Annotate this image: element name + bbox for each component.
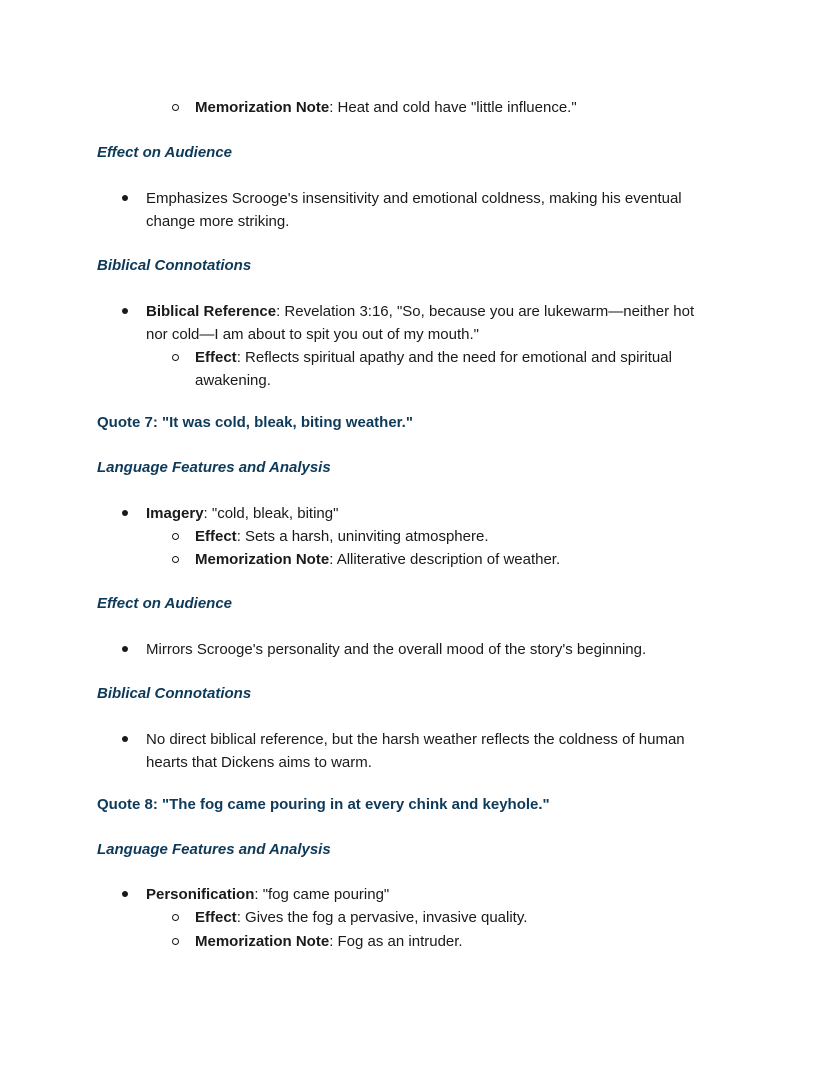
hollow-bullet-icon xyxy=(172,104,179,111)
bullet-icon xyxy=(122,891,128,897)
text: : "fog came pouring" xyxy=(254,886,390,903)
section-heading-biblical-connotations: Biblical Connotations xyxy=(97,257,252,274)
label: Memorization Note xyxy=(195,933,330,950)
quote-8-heading: Quote 8: "The fog came pouring in at every chink and keyhole." xyxy=(97,796,550,813)
bullet-continuation: change more striking. xyxy=(146,213,290,230)
bullet-icon xyxy=(122,736,128,742)
quote-7-heading: Quote 7: "It was cold, bleak, biting weather." xyxy=(97,414,413,431)
bullet-text: Mirrors Scrooge's personality and the overall mood of the story's beginning. xyxy=(146,641,647,658)
label: Effect xyxy=(195,909,237,926)
bullet-icon xyxy=(122,308,128,314)
label: Memorization Note xyxy=(195,99,330,116)
hollow-bullet-icon xyxy=(172,533,179,540)
text: : Gives the fog a pervasive, invasive quality. xyxy=(236,909,528,926)
bullet-icon xyxy=(122,195,128,201)
section-heading-effect-on-audience: Effect on Audience xyxy=(97,144,233,161)
bullet-icon xyxy=(122,646,128,652)
hollow-bullet-icon xyxy=(172,914,179,921)
bullet-text: Emphasizes Scrooge's insensitivity and emotional coldness, making his eventual xyxy=(146,190,682,207)
label: Biblical Reference xyxy=(146,303,277,320)
hollow-bullet-icon xyxy=(172,938,179,945)
label: Memorization Note xyxy=(195,551,330,568)
label: Personification xyxy=(146,886,255,903)
section-heading-language-features: Language Features and Analysis xyxy=(97,459,331,476)
section-heading-language-features: Language Features and Analysis xyxy=(97,841,331,858)
section-heading-effect-on-audience: Effect on Audience xyxy=(97,595,233,612)
sub-bullet-continuation: awakening. xyxy=(195,372,271,389)
hollow-bullet-icon xyxy=(172,354,179,361)
bullet-continuation: hearts that Dickens aims to warm. xyxy=(146,754,372,771)
text: : Alliterative description of weather. xyxy=(329,551,561,568)
text: : Reflects spiritual apathy and the need for emotional and spiritual xyxy=(236,349,672,366)
bullet-icon xyxy=(122,510,128,516)
bullet-continuation: nor cold—I am about to spit you out of my mouth." xyxy=(146,326,479,343)
label: Effect xyxy=(195,349,237,366)
section-heading-biblical-connotations: Biblical Connotations xyxy=(97,685,252,702)
text: : Heat and cold have "little influence." xyxy=(329,99,577,116)
text: : Sets a harsh, uninviting atmosphere. xyxy=(236,528,489,545)
text: : Revelation 3:16, "So, because you are lukewarm—neither hot xyxy=(276,303,695,320)
hollow-bullet-icon xyxy=(172,556,179,563)
text: : "cold, bleak, biting" xyxy=(203,505,339,522)
label: Effect xyxy=(195,528,237,545)
text: : Fog as an intruder. xyxy=(329,933,463,950)
bullet-text: No direct biblical reference, but the harsh weather reflects the coldness of human xyxy=(146,731,685,748)
label: Imagery xyxy=(146,505,204,522)
